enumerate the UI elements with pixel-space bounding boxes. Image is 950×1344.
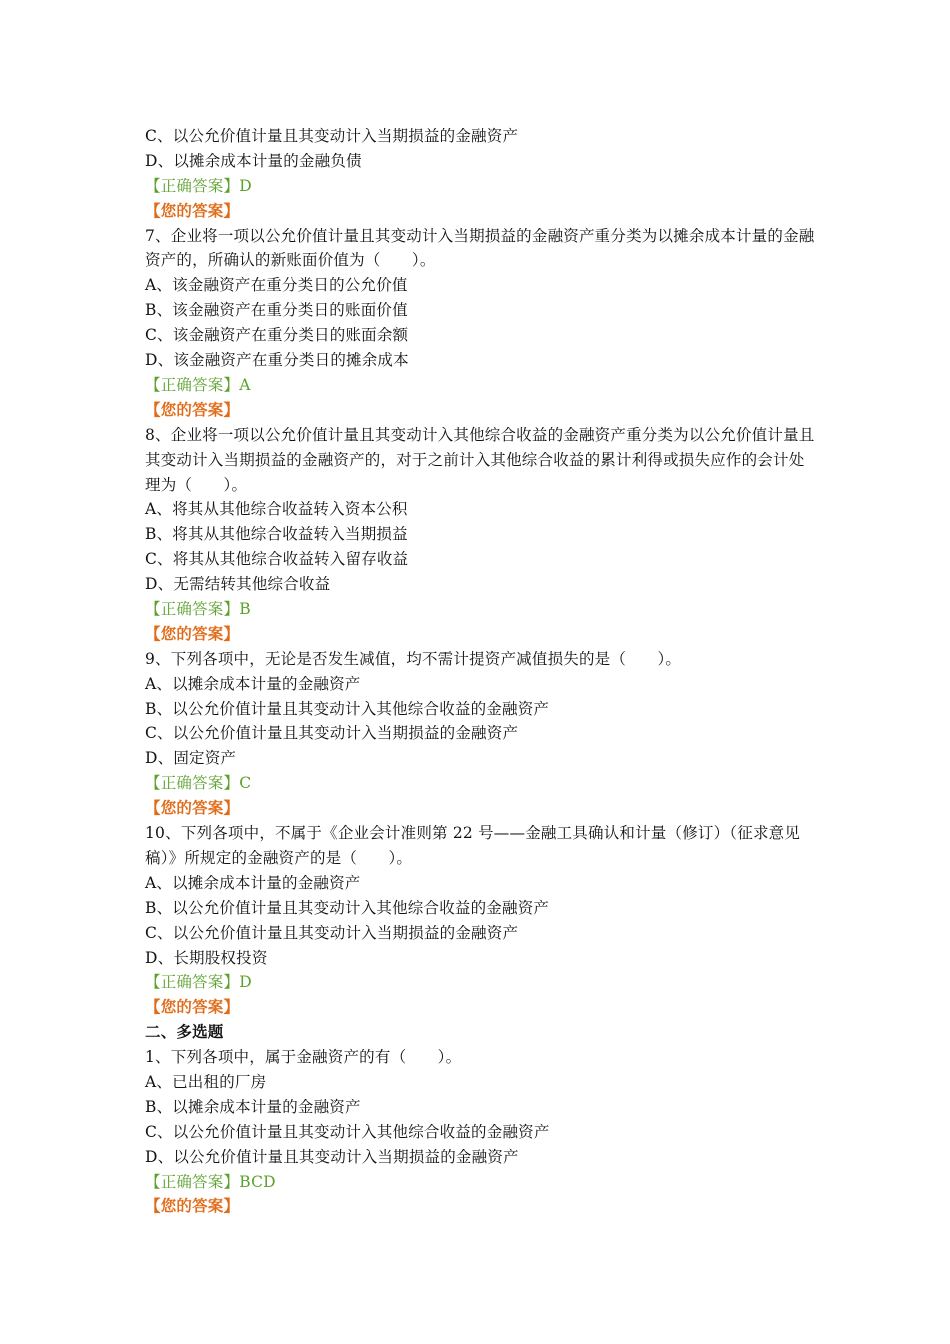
your-answer-label: 【您的答案】 (145, 623, 240, 643)
question-text: 8、企业将一项以公允价值计量且其变动计入其他综合收益的金融资产重分类为以公允价值计量且其变动计入当期损益的金融资产的，对于之前计入其他综合收益的累计利得或损失应作的会计处理为（ ）。 (145, 425, 815, 494)
correct-answer-label: 【正确答案】 (145, 375, 240, 394)
correct-answer-value: A (239, 375, 251, 394)
option-line: B、以摊余成本计量的金融资产 (145, 1097, 361, 1116)
your-answer-label: 【您的答案】 (145, 997, 240, 1017)
document-body (145, 124, 815, 1219)
correct-answer-value: D (239, 973, 252, 992)
correct-answer-label: 【正确答案】 (145, 1172, 240, 1191)
option-line: A、将其从其他综合收益转入资本公积 (145, 500, 408, 519)
option-line: D、以摊余成本计量的金融负债 (145, 151, 362, 170)
correct-answer-value: C (239, 774, 252, 793)
your-answer-label: 【您的答案】 (145, 399, 240, 419)
option-line: A、以摊余成本计量的金融资产 (145, 674, 361, 693)
question-text: 7、企业将一项以公允价值计量且其变动计入当期损益的金融资产重分类为以摊余成本计量的金融资产的，所确认的新账面价值为（ ）。 (145, 226, 815, 270)
option-line: A、已出租的厂房 (145, 1072, 267, 1091)
option-line: D、该金融资产在重分类日的摊余成本 (145, 351, 409, 370)
correct-answer-value: D (239, 176, 252, 195)
section-heading: 二、多选题 (145, 1023, 224, 1042)
correct-answer (145, 771, 815, 796)
option-line: B、该金融资产在重分类日的账面价值 (145, 301, 408, 320)
option-line: C、将其从其他综合收益转入留存收益 (145, 550, 409, 569)
correct-answer-label: 【正确答案】 (145, 973, 240, 992)
correct-answer (145, 373, 815, 398)
correct-answer-value: BCD (239, 1172, 276, 1191)
correct-answer-label: 【正确答案】 (145, 774, 240, 793)
your-answer-label: 【您的答案】 (145, 1196, 240, 1216)
correct-answer-label: 【正确答案】 (145, 176, 240, 195)
option-line: A、以摊余成本计量的金融资产 (145, 873, 361, 892)
correct-answer (145, 1170, 815, 1195)
option-line: C、以公允价值计量且其变动计入当期损益的金融资产 (145, 724, 519, 743)
correct-answer-value: B (239, 600, 251, 618)
option-line: B、以公允价值计量且其变动计入其他综合收益的金融资产 (145, 699, 550, 718)
option-line: B、将其从其他综合收益转入当期损益 (145, 525, 408, 544)
option-line: C、该金融资产在重分类日的账面余额 (145, 326, 409, 345)
question-text: 1、下列各项中，属于金融资产的有（ ）。 (145, 1048, 462, 1067)
option-line: D、无需结转其他综合收益 (145, 575, 331, 594)
option-line: D、以公允价值计量且其变动计入当期损益的金融资产 (145, 1147, 519, 1166)
option-line: C、以公允价值计量且其变动计入当期损益的金融资产 (145, 127, 519, 145)
question-text: 10、下列各项中，不属于《企业会计准则第 22 号——金融工具确认和计量（修订）（征求意见稿）》所规定的金融资产的是（ ）。 (145, 824, 801, 867)
correct-answer-label: 【正确答案】 (145, 600, 240, 618)
correct-answer (145, 174, 815, 199)
question-text: 9、下列各项中，无论是否发生减值，均不需计提资产减值损失的是（ ）。 (145, 649, 682, 668)
your-answer-label: 【您的答案】 (145, 798, 240, 818)
option-line: C、以公允价值计量且其变动计入其他综合收益的金融资产 (145, 1122, 550, 1141)
your-answer-label: 【您的答案】 (145, 200, 240, 220)
option-line: D、固定资产 (145, 749, 237, 768)
option-line: D、长期股权投资 (145, 948, 268, 967)
option-line: A、该金融资产在重分类日的公允价值 (145, 276, 408, 295)
option-line: B、以公允价值计量且其变动计入其他综合收益的金融资产 (145, 898, 550, 917)
option-line: C、以公允价值计量且其变动计入当期损益的金融资产 (145, 923, 519, 942)
correct-answer (145, 597, 815, 622)
correct-answer (145, 970, 815, 995)
